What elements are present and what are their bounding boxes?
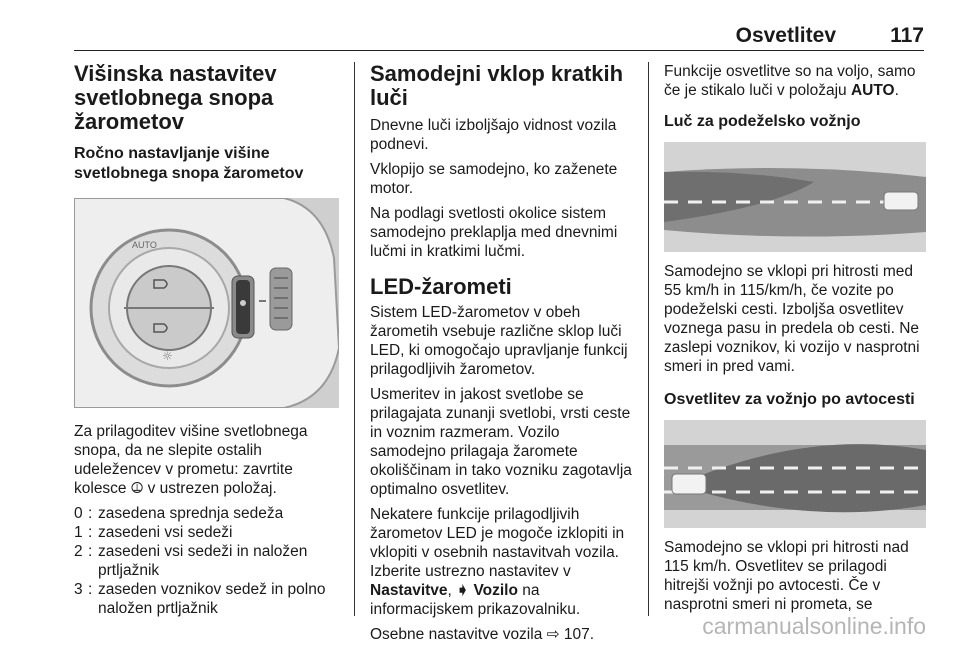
column-middle (370, 62, 635, 650)
paragraph: Samodejno se vklopi pri hitrosti nad 115 km/h. Osvetlitev se prilagodi hitrejši vožnji po avtocesti. Če v nasprotni smeri ni prometa, se (664, 539, 909, 613)
page-header (74, 0, 924, 51)
list-item: 0 : zasedena sprednja sedeža (74, 505, 284, 522)
section-title: Osvetlitev (735, 24, 836, 47)
paragraph: Sistem LED-žarometov v obeh žarometih vsebuje različne sklop luči LED, ki omogočajo upravljanje funkcij prilagodljivih žarometov. (370, 304, 628, 378)
range-position-list (74, 504, 342, 618)
cross-reference: Osebne nastavitve vozila ⇨ 107. (370, 626, 595, 643)
column-left (74, 62, 342, 618)
country-light-illustration (664, 142, 926, 252)
range-instruction: Za prilagoditev višine svetlobnega snopa, da ne slepite ostalih udeležencev v prometu: zavrtite kolesce ⦹ v ustrezen položaj. (74, 423, 308, 497)
paragraph: Dnevne luči izboljšajo vidnost vozila podnevi. (370, 117, 617, 153)
motorway-light-illustration (664, 420, 926, 528)
light-switch-figure (74, 198, 339, 408)
list-item: 1 : zasedeni vsi sedeži (74, 524, 233, 541)
switch-sun-label: ☼ (162, 349, 173, 363)
paragraph: Nekatere funkcije prilagodljivih žarometov LED je mogoče izklopiti in vklopiti v osebnih nastavitvah vozila. Izberite ustrezno nastavitev v Nastavitve, ➧ Vozilo na informacijskem prikazovalniku. (370, 506, 625, 618)
paragraph: Vklopijo se samodejno, ko zaženete motor. (370, 161, 618, 197)
vehicle-link: ➧ Vozilo (456, 582, 518, 599)
heading-auto-low-beam: Samodejni vklop kratkih luči (370, 61, 624, 110)
heading-motorway-light: Osvetlitev za vožnjo po avtocesti (664, 391, 915, 408)
page-number: 117 (890, 24, 924, 47)
heading-headlight-range: Višinska nastavitev svetlobnega snopa žarometov (74, 61, 277, 134)
list-item: 2 : zasedeni vsi sedeži in naložen prtljažnik (74, 543, 308, 579)
heading-led-headlights: LED-žarometi (370, 274, 512, 299)
list-item: 3 : zaseden voznikov sedež in polno naložen prtljažnik (74, 581, 326, 617)
paragraph: Samodejno se vklopi pri hitrosti med 55 km/h in 115/km/h, če vozite po podeželski cesti. Izboljša osvetlitev voznega pasu in predela ob cesti. Ne zaslepi voznikov, ki vozijo v nasprotni smeri in pred vami. (664, 263, 920, 375)
column-divider (354, 62, 355, 616)
heading-country-light: Luč za podeželsko vožnjo (664, 113, 861, 130)
light-switch-illustration (74, 198, 339, 408)
paragraph: Na podlagi svetlosti okolice sistem samodejno preklaplja med dnevnimi lučmi in kratkimi lučmi. (370, 205, 618, 260)
motorway-light-figure (664, 420, 926, 528)
subheading-manual-range: Ročno nastavljanje višine svetlobnega snopa žarometov (74, 145, 304, 182)
column-divider (648, 62, 649, 616)
paragraph: Funkcije osvetlitve so na voljo, samo če je stikalo luči v položaju AUTO. (664, 63, 916, 99)
paragraph: Usmeritev in jakost svetlobe se prilagajata zunanji svetlobi, vrsti ceste in voznim razmeram. Vozilo samodejno prilagaja žaromete okoliščinam in tako vozniku zagotavlja optimalno osvetlitev. (370, 386, 632, 498)
switch-auto-label: AUTO (132, 240, 157, 250)
column-right (664, 62, 926, 620)
watermark: carmanualsonline.info (702, 613, 926, 639)
settings-link: Nastavitve (370, 582, 448, 599)
country-light-figure (664, 142, 926, 252)
